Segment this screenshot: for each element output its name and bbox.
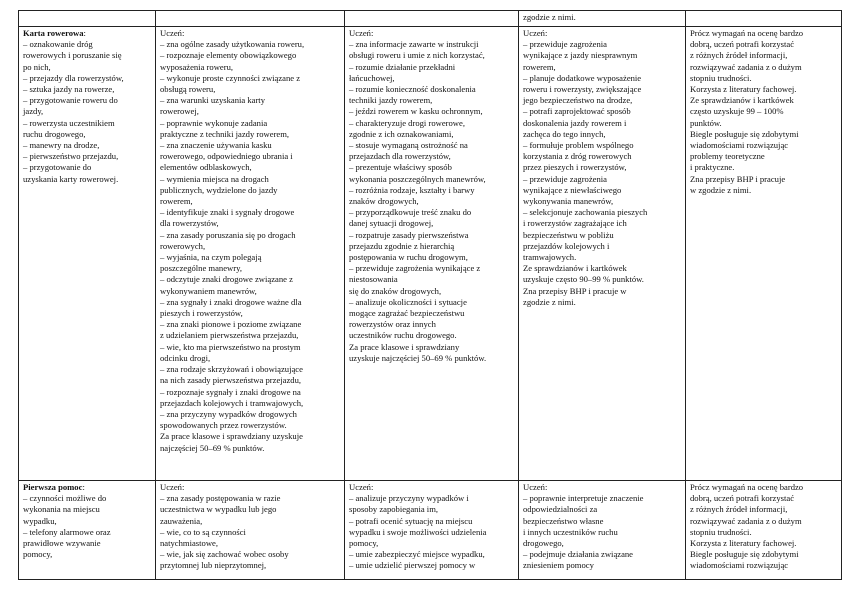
- cell-line: Uczeń:: [160, 28, 185, 38]
- cell-line: Prócz wymagań na ocenę bardzo: [690, 28, 804, 38]
- cell-line: rowerem,: [160, 196, 193, 207]
- cell-line: wypadku,: [23, 515, 57, 526]
- cell-line: doskonalenia jazdy rowerem i: [523, 117, 627, 128]
- cell-line: sposoby zapobiegania im,: [349, 504, 439, 515]
- cell-line: Zna przepisy BHP i pracuje: [690, 173, 786, 184]
- cell-line: – wymienia miejsca na drogach: [160, 173, 269, 184]
- cell-line: – przewiduje zagrożenia: [523, 173, 607, 184]
- cell-line: – wie, co to są czynności: [160, 526, 246, 537]
- cell-line: w zgodzie z nimi.: [690, 184, 752, 195]
- cell-line: – zna ogólne zasady użytkowania roweru,: [160, 39, 305, 50]
- cell-line: – podejmuje działania związane: [523, 549, 633, 560]
- topic-heading: [23, 482, 151, 493]
- cell-line: się do znaków drogowych,: [349, 285, 442, 296]
- cell-line: wykonania na miejscu: [23, 504, 100, 515]
- cell-line: zgodnie z ich oznakowaniami,: [349, 128, 454, 139]
- cell-line: pieszych i rowerzystów,: [160, 308, 243, 319]
- topic-cell: [19, 11, 156, 27]
- cell-line: – przewiduje zagrożenia wynikające z: [349, 263, 481, 274]
- cell-line: poszczególne manewry,: [160, 263, 243, 274]
- cell-line: – pierwszeństwo przejazdu,: [23, 151, 119, 162]
- cell-line: – charakteryzuje drogi rowerowe,: [349, 117, 465, 128]
- cell-line: korzystania z dróg rowerowych: [523, 151, 632, 162]
- cell-line: – umie udzielić pierwszej pomocy w: [349, 560, 476, 571]
- cell-line: mogące zagrażać bezpieczeństwu: [349, 308, 465, 319]
- cell-line: i innych uczestników ruchu: [523, 526, 618, 537]
- cell-line: – zna zasady postępowania w razie: [160, 493, 281, 504]
- cell-line: tramwajowych.: [523, 252, 577, 263]
- cell-line: Uczeń:: [523, 482, 548, 492]
- cell-line: Za prace klasowe i sprawdziany uzyskuje: [160, 431, 303, 442]
- cell-line: pomocy,: [349, 538, 379, 549]
- cell-line: – zna przyczyny wypadków drogowych: [160, 408, 297, 419]
- cell-line: – czynności możliwe do: [23, 493, 107, 504]
- cell-line: – przygotowanie do: [23, 162, 92, 173]
- cell-line: rowerzystów oraz innych: [349, 319, 436, 330]
- cell-line: – poprawnie interpretuje znaczenie: [523, 493, 644, 504]
- cell-line: rowerem,: [523, 61, 556, 72]
- cell-line: wiadomościami rozwiązując: [690, 560, 789, 571]
- table-row: [19, 481, 842, 580]
- cell-line: łańcuchowej,: [349, 72, 395, 83]
- topic-cell: [19, 481, 156, 580]
- cell-line: Biegle posługuje się zdobytymi: [690, 128, 799, 139]
- cell-line: – wie, kto ma pierwszeństwo na prostym: [160, 341, 301, 352]
- cell-line: uzyskania karty rowerowej.: [23, 173, 119, 184]
- cell-line: publicznych, wydzielone do jazdy: [160, 184, 278, 195]
- cell-line: prawidłowe wzywanie: [23, 538, 101, 549]
- cell-line: – odczytuje znaki drogowe związane z: [160, 274, 293, 285]
- cell-line: – potrafi zaprojektować sposób: [523, 106, 631, 117]
- cell-line: obsługą roweru,: [160, 84, 216, 95]
- cell-line: – rowerzysta uczestnikiem: [23, 117, 115, 128]
- cell-line: – zna znaki pionowe i poziome związane: [160, 319, 302, 330]
- cell-line: stopniu trudności.: [690, 72, 752, 83]
- cell-line: przejazdów kolejowych i: [523, 240, 610, 251]
- cell-line: drogowego,: [523, 538, 564, 549]
- cell-line: Uczeń:: [349, 28, 374, 38]
- cell-line: niestosowania: [349, 274, 398, 285]
- cell-line: – wyjaśnia, na czym polegają: [160, 252, 262, 263]
- cell-line: wynikające z niewłaściwego: [523, 184, 622, 195]
- cell-line: wynikające z jazdy niesprawnym: [523, 50, 638, 61]
- cell-line: – zna znaczenie używania kasku: [160, 140, 272, 151]
- table-row: [19, 11, 842, 27]
- cell-line: – sztuka jazdy na rowerze,: [23, 84, 115, 95]
- topic-colon: :: [83, 28, 86, 38]
- cell-line: rowerowego, odpowiedniego ubrania i: [160, 151, 293, 162]
- cell-line: – telefony alarmowe oraz: [23, 526, 111, 537]
- cell-line: wykonywania manewrów,: [523, 196, 614, 207]
- cell-line: wypadku i swoje możliwości udzielenia: [349, 526, 487, 537]
- cell-line: zgodzie z nimi.: [523, 296, 576, 307]
- cell-line: – przyporządkowuje treść znaku do: [349, 207, 472, 218]
- cell-line: – potrafi ocenić sytuację na miejscu: [349, 515, 473, 526]
- cell-line: – rozpoznaje elementy obowiązkowego: [160, 50, 297, 61]
- cell-line: – poprawnie wykonuje zadania: [160, 117, 268, 128]
- cell-line: – zna rodzaje skrzyżowań i obowiązujące: [160, 364, 303, 375]
- cell-line: – jeździ rowerem w kasku ochronnym,: [349, 106, 483, 117]
- cell-line: dobrą, uczeń potrafi korzystać: [690, 39, 795, 50]
- cell-line: zauważenia,: [160, 515, 203, 526]
- cell-line: – stosuje wymaganą ostrożność na: [349, 140, 468, 151]
- cell-line: – selekcjonuje zachowania pieszych: [523, 207, 648, 218]
- cell-line: postępowania w ruchu drogowym,: [349, 252, 468, 263]
- cell-line: z udzielaniem pierwszeństwa przejazdu,: [160, 330, 299, 341]
- cell-line: przez pieszych i rowerzystów,: [523, 162, 627, 173]
- cell-line: wyposażenia roweru,: [160, 61, 234, 72]
- cell-line: – rozpoznaje sygnały i znaki drogowe na: [160, 386, 301, 397]
- cell-line: na nich zasady pierwszeństwa przejazdu,: [160, 375, 302, 386]
- topic-heading: [23, 28, 151, 39]
- cell-line: Uczeń:: [349, 482, 374, 492]
- table-row: [19, 27, 842, 481]
- cell-line: pomocy,: [23, 549, 53, 560]
- cell-line: roweru i rowerzysty, zwiększające: [523, 84, 642, 95]
- cell-line: zachęca do tego innych,: [523, 128, 606, 139]
- cell-line: uczestników ruchu drogowego.: [349, 330, 457, 341]
- cell-line: – rozpatruje zasady pierwszeństwa: [349, 229, 469, 240]
- grade-cell: [345, 27, 519, 481]
- cell-line: problemy teoretyczne: [690, 151, 765, 162]
- cell-line: przejazdu zgodnie z hierarchią: [349, 240, 455, 251]
- cell-line: obsługi roweru i umie z nich korzystać,: [349, 50, 485, 61]
- cell-line: – oznakowanie dróg: [23, 39, 93, 50]
- requirements-table: [18, 10, 842, 580]
- cell-line: – przewiduje zagrożenia: [523, 39, 607, 50]
- grade-cell: [519, 481, 686, 580]
- cell-line: danej sytuacji drogowej,: [349, 218, 434, 229]
- cell-line: – zna warunki uzyskania karty: [160, 95, 265, 106]
- grade-cell: [519, 11, 686, 27]
- cell-line: – zna informacje zawarte w instrukcji: [349, 39, 479, 50]
- topic-cell: [19, 27, 156, 481]
- cell-line: rowerowych,: [160, 240, 206, 251]
- cell-line: – zna zasady poruszania się po drogach: [160, 229, 296, 240]
- cell-line: Korzysta z literatury fachowej.: [690, 84, 797, 95]
- cell-line: ruchu drogowego,: [23, 128, 86, 139]
- cell-line: – rozumie działanie przekładni: [349, 61, 456, 72]
- cell-line: – wie, jak się zachować wobec osoby: [160, 549, 289, 560]
- cell-line: odcinku drogi,: [160, 352, 211, 363]
- cell-line: Uczeń:: [523, 28, 548, 38]
- cell-line: – identyfikuje znaki i sygnały drogowe: [160, 207, 295, 218]
- cell-line: elementów odblaskowych,: [160, 162, 252, 173]
- cell-line: i praktyczne.: [690, 162, 735, 173]
- cell-line: – przejazdy dla rowerzystów,: [23, 72, 124, 83]
- cell-line: zniesieniem pomocy: [523, 560, 594, 571]
- cell-line: przejazdach kolejowych i tramwajowych,: [160, 397, 304, 408]
- cell-line: Za prace klasowe i sprawdziany: [349, 341, 460, 352]
- grade-cell: [345, 11, 519, 27]
- cell-line: – rozumie konieczność doskonalenia: [349, 84, 476, 95]
- grade-cell: [686, 27, 842, 481]
- grade-cell: [156, 481, 345, 580]
- cell-line: spowodowanych przez rowerzystów.: [160, 420, 287, 431]
- cell-line: stopniu trudności.: [690, 526, 752, 537]
- cell-line: natychmiastowe,: [160, 538, 218, 549]
- cell-line: – formułuje problem wspólnego: [523, 140, 634, 151]
- cell-line: jazdy,: [23, 106, 44, 117]
- cell-line: rozwiązywać zadania z o dużym: [690, 61, 802, 72]
- grade-cell: [345, 481, 519, 580]
- cell-line: po nich,: [23, 61, 51, 72]
- cell-line: techniki jazdy rowerem,: [349, 95, 433, 106]
- grade-cell: [156, 11, 345, 27]
- cell-line: z różnych źródeł informacji,: [690, 50, 788, 61]
- cell-line: Prócz wymagań na ocenę bardzo: [690, 482, 804, 492]
- topic-colon: :: [82, 482, 85, 492]
- cell-line: punktów.: [690, 117, 722, 128]
- cell-line: rozwiązywać zadania z o dużym: [690, 515, 802, 526]
- cell-line: przytomnej lub nieprzytomnej,: [160, 560, 267, 571]
- grade-cell: [156, 27, 345, 481]
- cell-line: – analizuje przyczyny wypadków i: [349, 493, 469, 504]
- grade-cell: [686, 481, 842, 580]
- topic-title: Pierwsza pomoc: [23, 482, 83, 492]
- cell-line: znaków drogowych,: [349, 196, 419, 207]
- cell-line: uzyskuje najczęściej 50–69 % punktów.: [349, 352, 487, 363]
- cell-line: – analizuje okoliczności i sytuacje: [349, 296, 467, 307]
- cell-line: zgodzie z nimi.: [523, 12, 576, 22]
- cell-line: – prezentuje właściwy sposób: [349, 162, 452, 173]
- cell-line: odpowiedzialności za: [523, 504, 598, 515]
- cell-line: – manewry na drodze,: [23, 140, 100, 151]
- cell-line: – umie zabezpieczyć miejsce wypadku,: [349, 549, 485, 560]
- cell-line: wiadomościami rozwiązując: [690, 140, 789, 151]
- grade-cell: [519, 27, 686, 481]
- cell-line: – rozróżnia rodzaje, kształty i barwy: [349, 184, 475, 195]
- cell-line: – planuje dodatkowe wyposażenie: [523, 72, 642, 83]
- cell-line: przejazdach dla rowerzystów,: [349, 151, 451, 162]
- cell-line: – wykonuje proste czynności związane z: [160, 72, 301, 83]
- cell-line: wykonania poszczególnych manewrów,: [349, 173, 486, 184]
- cell-line: Ze sprawdzianów i kartkówek: [690, 95, 794, 106]
- cell-line: uczestnictwa w wypadku lub jego: [160, 504, 277, 515]
- grade-cell: [686, 11, 842, 27]
- cell-line: praktyczne z techniki jazdy rowerem,: [160, 128, 290, 139]
- cell-line: dla rowerzystów,: [160, 218, 219, 229]
- cell-line: bezpieczeństwu w pobliżu: [523, 229, 614, 240]
- cell-line: Zna przepisy BHP i pracuje w: [523, 285, 627, 296]
- cell-line: dobrą, uczeń potrafi korzystać: [690, 493, 795, 504]
- cell-line: Korzysta z literatury fachowej.: [690, 538, 797, 549]
- cell-line: Ze sprawdzianów i kartkówek: [523, 263, 627, 274]
- cell-line: często uzyskuje 99 – 100%: [690, 106, 784, 117]
- cell-line: wykonywaniem manewrów,: [160, 285, 257, 296]
- cell-line: jego bezpieczeństwo na drodze,: [523, 95, 633, 106]
- cell-line: – zna sygnały i znaki drogowe ważne dla: [160, 296, 302, 307]
- cell-line: – przygotowanie roweru do: [23, 95, 118, 106]
- cell-line: uzyskuje często 90–99 % punktów.: [523, 274, 644, 285]
- cell-line: bezpieczeństwo własne: [523, 515, 604, 526]
- cell-line: i rowerzystów zagrażające ich: [523, 218, 627, 229]
- cell-line: z różnych źródeł informacji,: [690, 504, 788, 515]
- cell-line: rowerowej,: [160, 106, 199, 117]
- cell-line: rowerowych i poruszanie się: [23, 50, 122, 61]
- cell-line: Biegle posługuje się zdobytymi: [690, 549, 799, 560]
- cell-line: najczęściej 50–69 % punktów.: [160, 442, 265, 453]
- topic-title: Karta rowerowa: [23, 28, 84, 38]
- cell-line: Uczeń:: [160, 482, 185, 492]
